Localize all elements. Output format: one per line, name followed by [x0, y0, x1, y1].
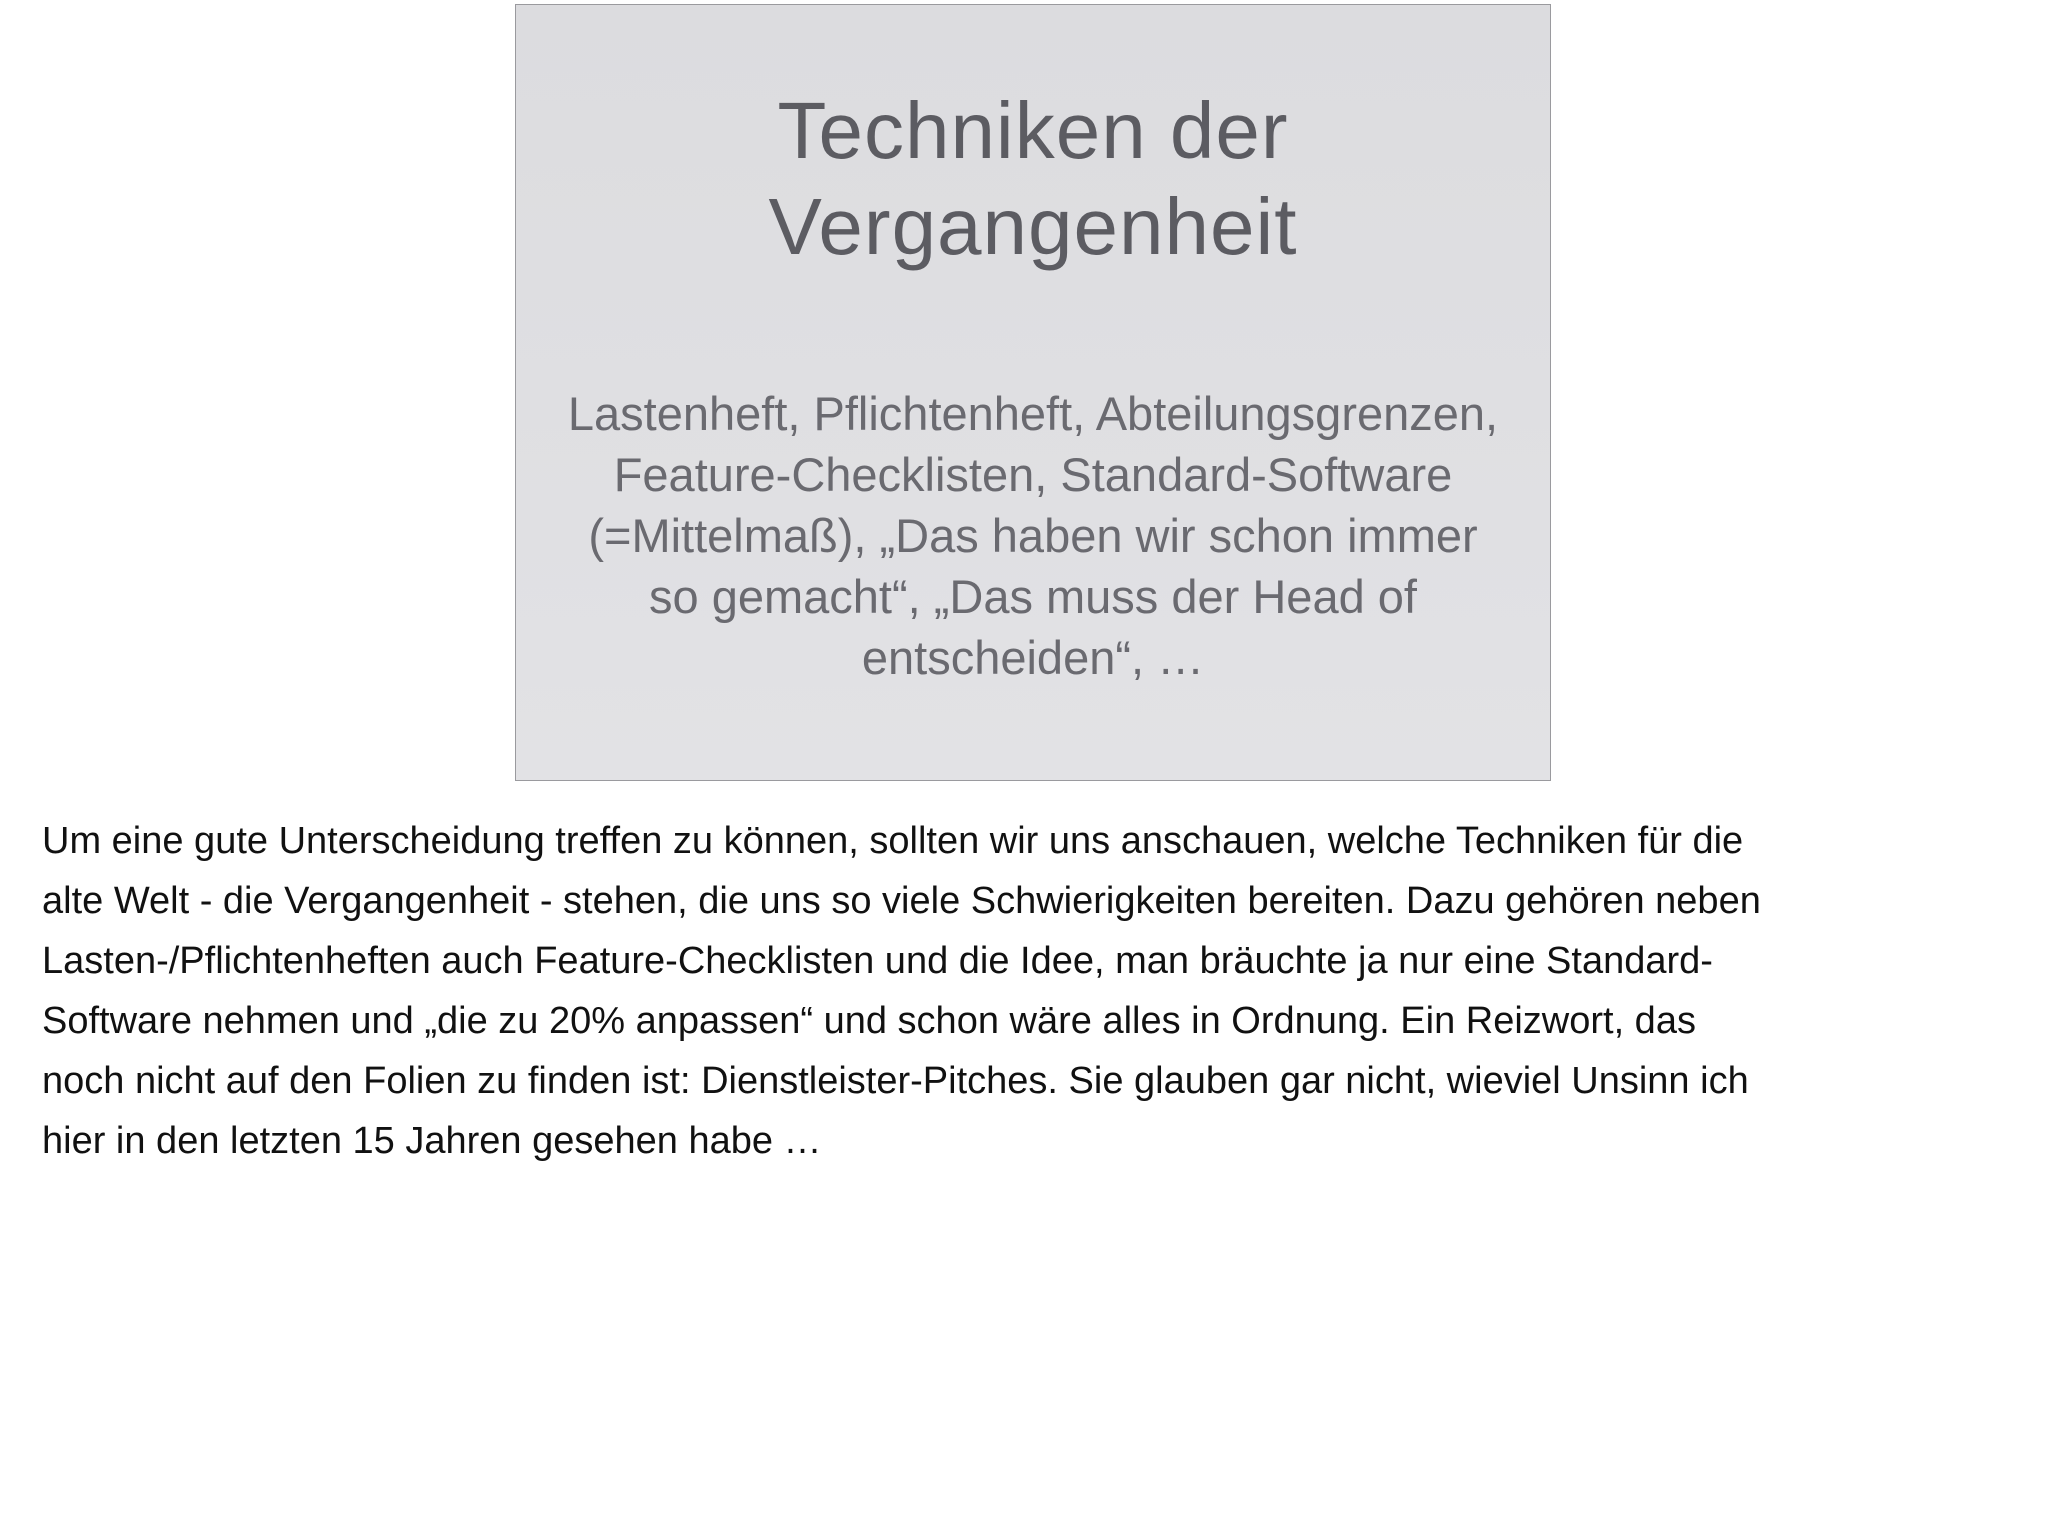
slide-thumbnail	[515, 4, 1551, 781]
slide-body-line: Lastenheft, Pflichtenheft, Abteilungsgrenzen,	[567, 387, 1499, 440]
notes-line: alte Welt - die Vergangenheit - stehen, die uns so viele Schwierigkeiten bereiten. Dazu gehören neben	[42, 880, 1761, 922]
notes-line: Lasten-/Pflichtenheften auch Feature-Checklisten und die Idee, man bräuchte ja nur eine Standard-	[42, 940, 1713, 982]
slide-title-line-1: Techniken der	[777, 86, 1289, 175]
slide-title	[516, 83, 1550, 275]
slide-body-line: (=Mittelmaß), „Das haben wir schon immer	[588, 509, 1478, 562]
slide-title-line-2: Vergangenheit	[768, 182, 1298, 271]
speaker-notes	[42, 811, 2002, 1171]
slide-body-line: entscheiden“, …	[861, 631, 1205, 684]
slide-body-line: so gemacht“, „Das muss der Head of	[649, 570, 1417, 623]
notes-line: noch nicht auf den Folien zu finden ist: Dienstleister-Pitches. Sie glauben gar nicht, wieviel Unsinn ich	[42, 1060, 1749, 1102]
slide-body-line: Feature-Checklisten, Standard-Software	[613, 448, 1453, 501]
slide-body-text	[526, 383, 1540, 688]
notes-line: Software nehmen und „die zu 20% anpassen“ und schon wäre alles in Ordnung. Ein Reizwort, das	[42, 1000, 1696, 1042]
notes-line: Um eine gute Unterscheidung treffen zu können, sollten wir uns anschauen, welche Techniken für die	[42, 820, 1744, 862]
notes-line: hier in den letzten 15 Jahren gesehen habe …	[42, 1120, 822, 1162]
